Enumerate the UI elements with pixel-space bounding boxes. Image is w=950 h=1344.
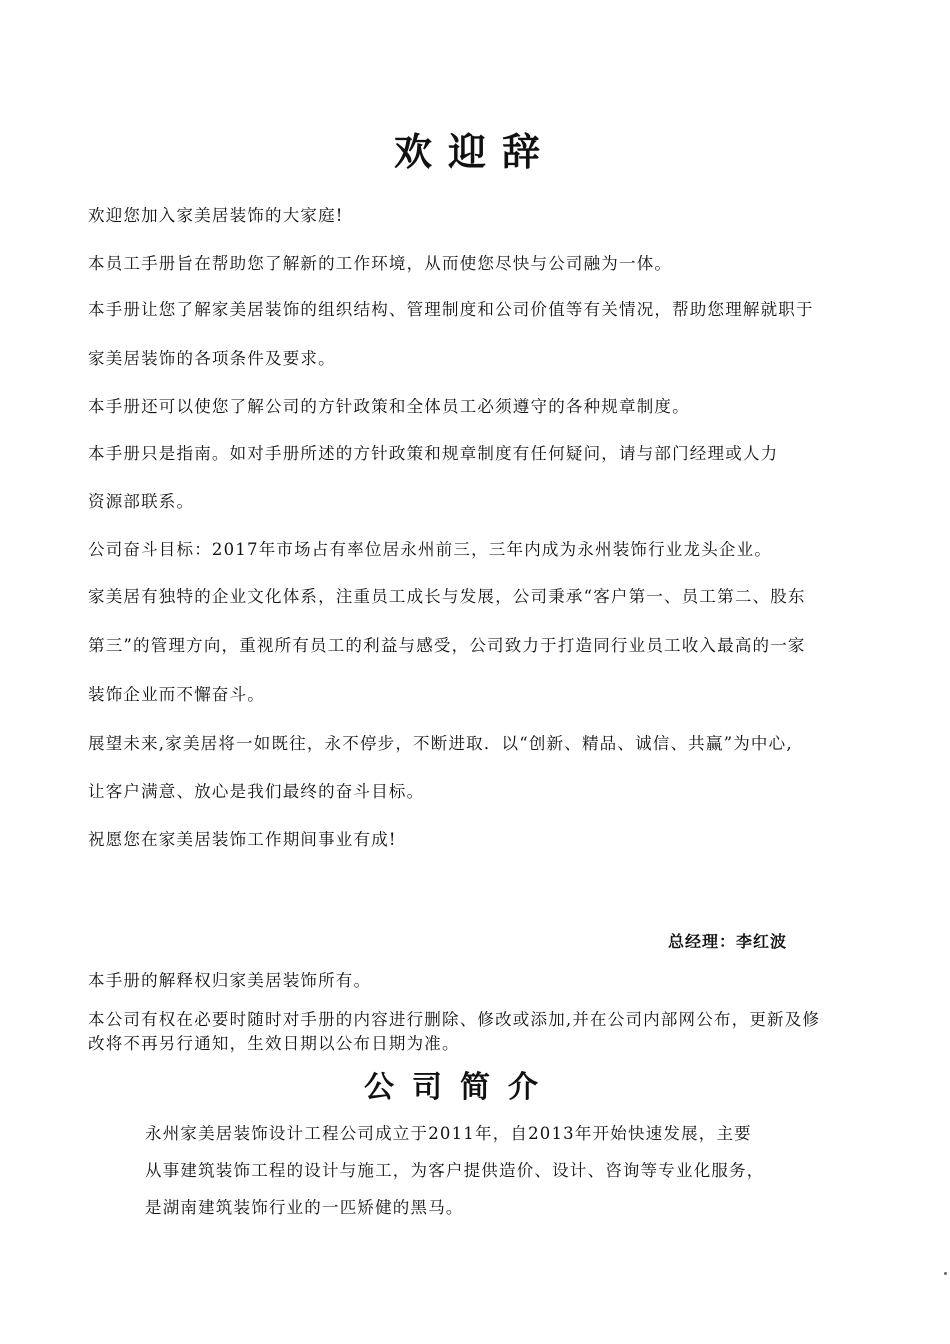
welcome-line-4: 家美居装饰的各项条件及要求。 xyxy=(88,349,336,368)
rights-note: 本手册的解释权归家美居装饰所有。 xyxy=(88,971,372,990)
modify-note-line-2: 改将不再另行通知，生效日期以公布日期为准。 xyxy=(88,1034,460,1053)
signature: 总经理：李红波 xyxy=(668,932,788,951)
welcome-line-10: 第三”的管理方向，重视所有员工的利益与感受，公司致力于打造同行业员工收入最高的一家 xyxy=(88,636,806,655)
modify-note-line-1: 本公司有权在必要时随时对手册的内容进行删除、修改或添加,并在公司内部网公布，更新及修 xyxy=(88,1010,821,1029)
company-line-1: 永州家美居装饰设计工程公司成立于2011年，自2013年开始快速发展，主要 xyxy=(145,1124,752,1143)
welcome-line-5: 本手册还可以使您了解公司的方针政策和全体员工必须遵守的各种规章制度。 xyxy=(88,397,690,416)
welcome-line-1: 欢迎您加入家美居装饰的大家庭! xyxy=(88,206,344,225)
welcome-line-13: 让客户满意、放心是我们最终的奋斗目标。 xyxy=(88,782,425,801)
welcome-line-2: 本员工手册旨在帮助您了解新的工作环境，从而使您尽快与公司融为一体。 xyxy=(88,254,673,273)
welcome-line-6: 本手册只是指南。如对手册所述的方针政策和规章制度有任何疑问，请与部门经理或人力 xyxy=(88,444,779,463)
welcome-title: 欢迎辞 xyxy=(393,129,556,174)
welcome-line-12: 展望未来,家美居将一如既往，永不停步，不断进取．以“创新、精品、诚信、共赢”为中心, xyxy=(88,734,793,753)
page-edge-mark xyxy=(944,1272,947,1275)
company-line-2: 从事建筑装饰工程的设计与施工，为客户提供造价、设计、咨询等专业化服务， xyxy=(145,1161,765,1180)
welcome-line-3: 本手册让您了解家美居装饰的组织结构、管理制度和公司价值等有关情况，帮助您理解就职于 xyxy=(88,300,814,319)
welcome-line-14: 祝愿您在家美居装饰工作期间事业有成! xyxy=(88,830,397,849)
welcome-line-7: 资源部联系。 xyxy=(88,492,195,511)
welcome-line-11: 装饰企业而不懈奋斗。 xyxy=(88,685,265,704)
company-title: 公司简介 xyxy=(364,1070,556,1105)
company-line-3: 是湖南建筑装饰行业的一匹矫健的黑马。 xyxy=(145,1198,464,1217)
welcome-line-8: 公司奋斗目标：2017年市场占有率位居永州前三，三年内成为永州装饰行业龙头企业。 xyxy=(88,540,772,559)
welcome-line-9: 家美居有独特的企业文化体系，注重员工成长与发展，公司秉承“客户第一、员工第二、股东 xyxy=(88,587,806,606)
